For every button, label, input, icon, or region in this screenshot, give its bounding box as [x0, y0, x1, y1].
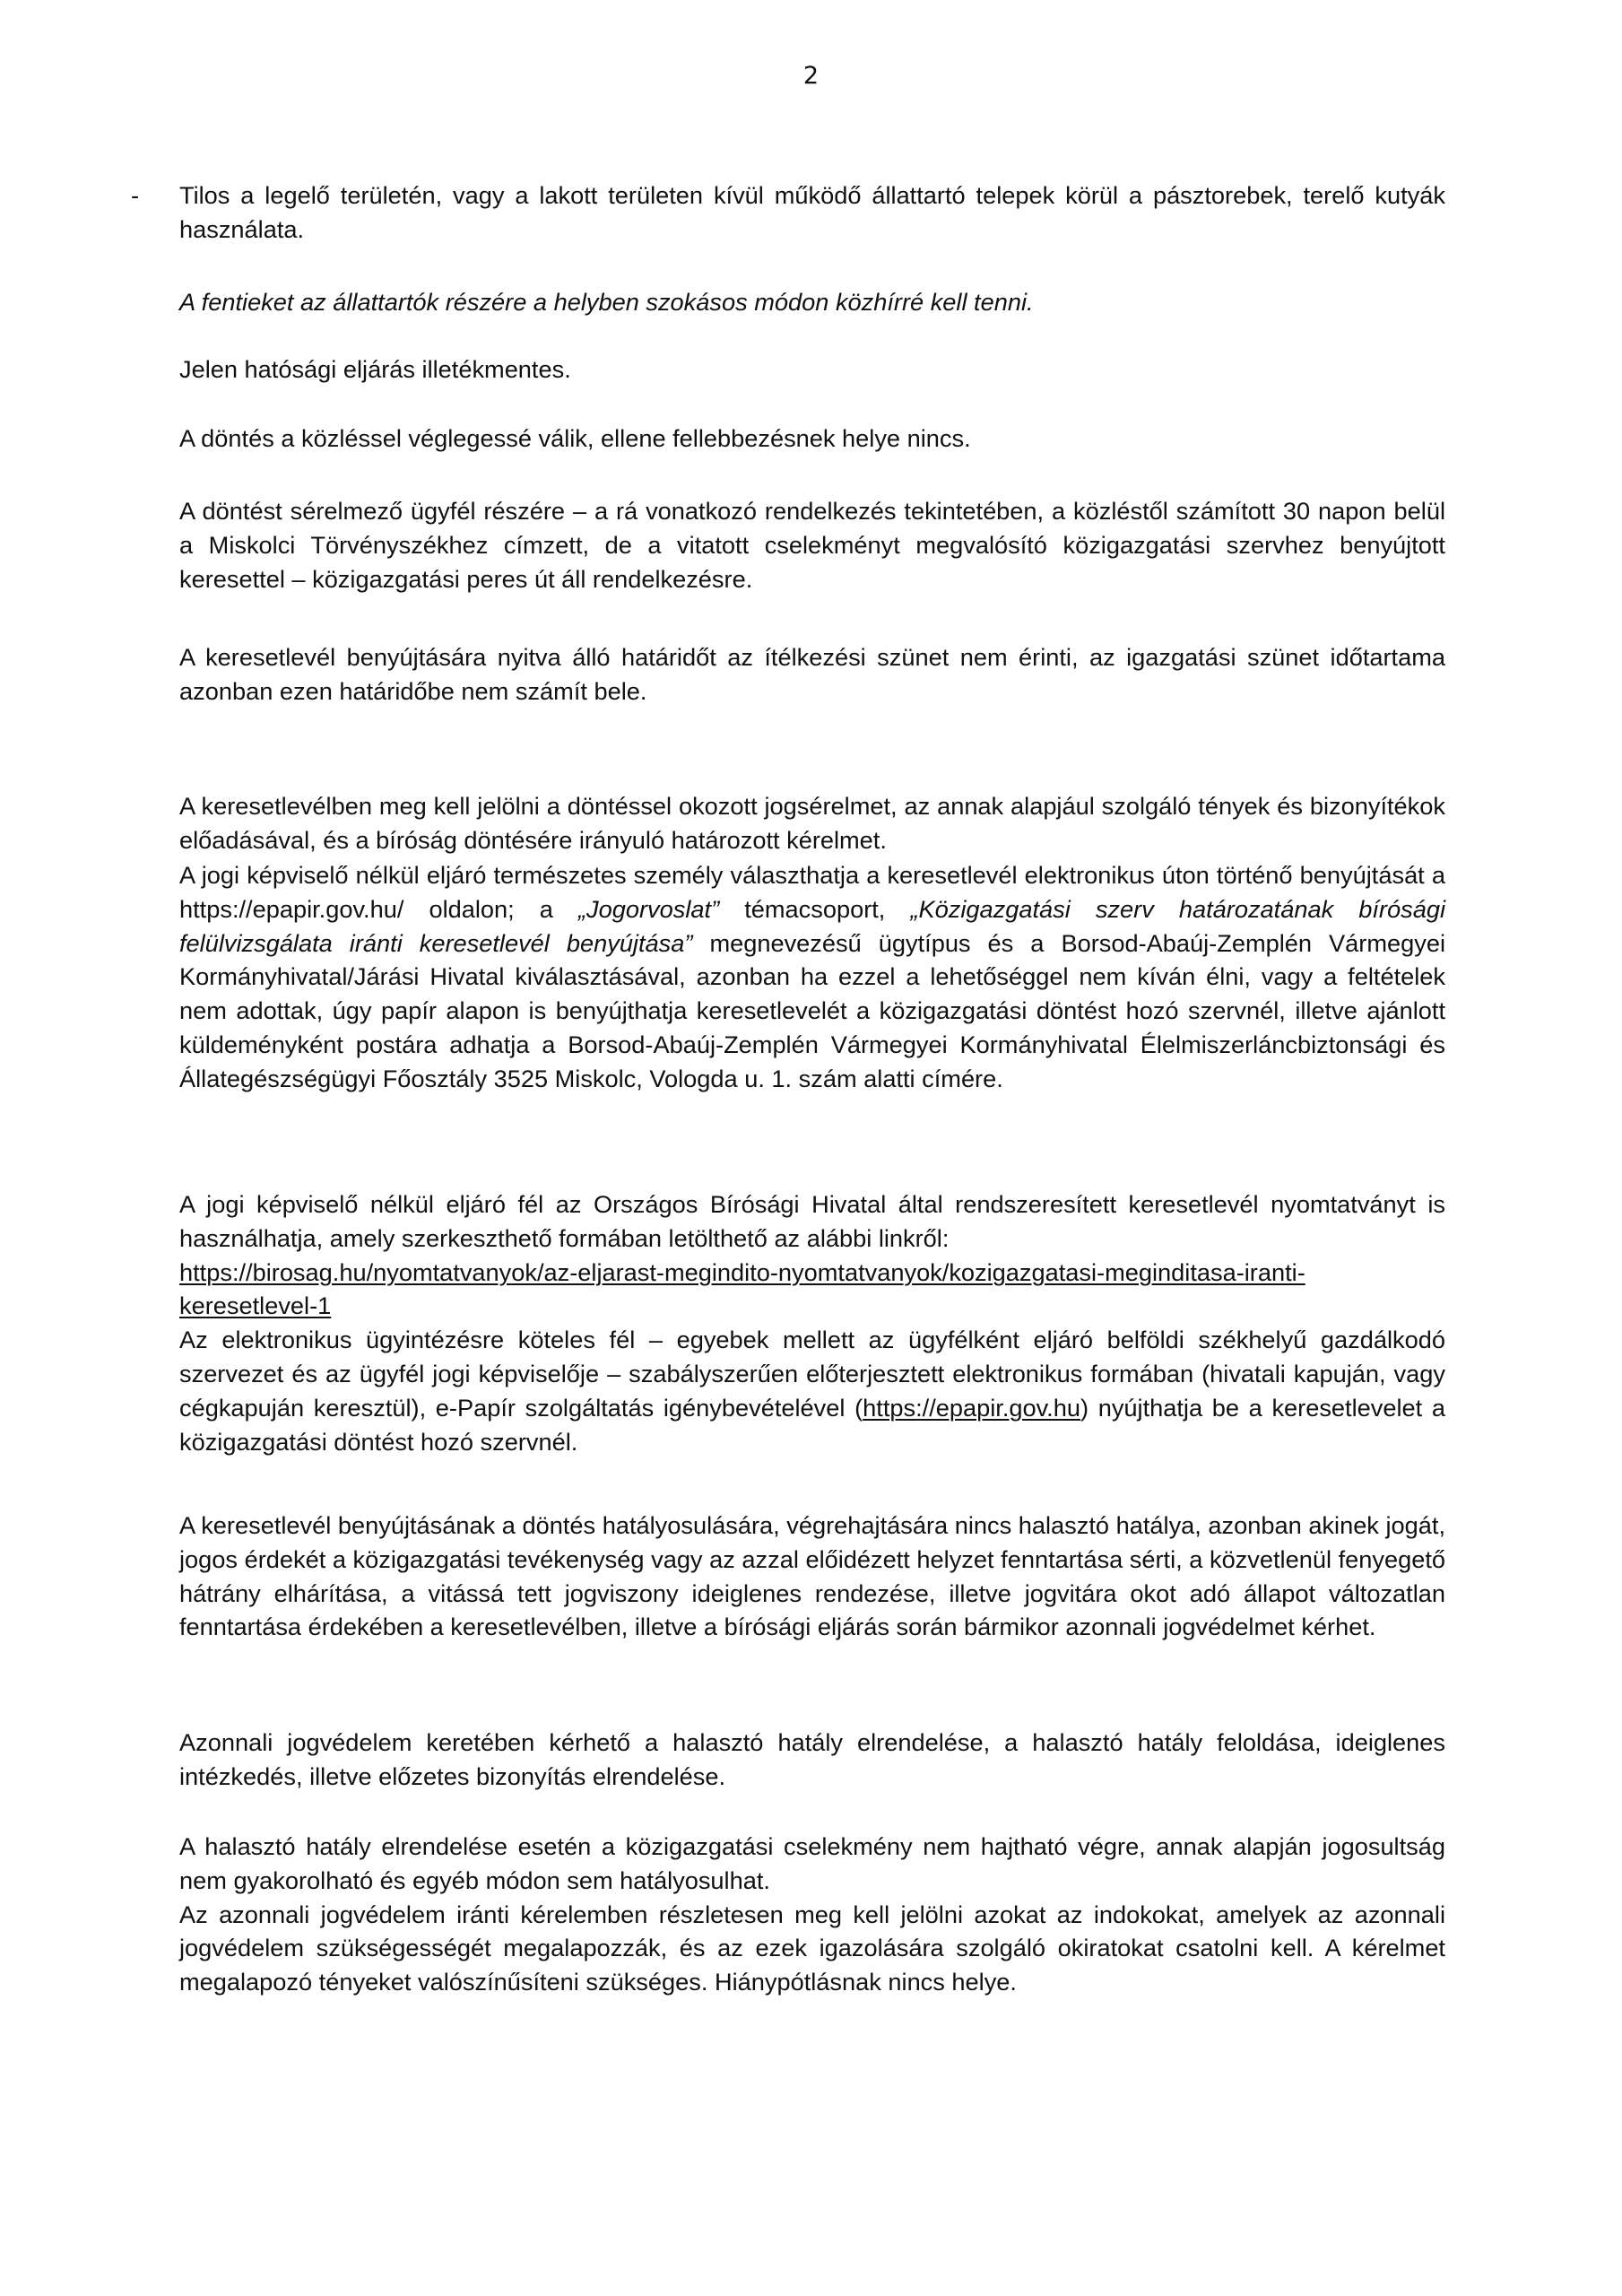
electronic-submission-rest: ) nyújthatja be a keresetlevelet a közigazgatási döntést hozó szervnél. [179, 1393, 1445, 1456]
birosag-form-link-continuation[interactable]: keresetlevel-1 [179, 1292, 332, 1320]
bullet-item-text: Tilos a legelő területén, vagy a lakott területen kívül működő állattartó telepek körül a pásztorebek, terelő kutyák használata. [179, 181, 1445, 243]
fee-notice: Jelen hatósági eljárás illetékmentes. [179, 355, 571, 383]
claim-requirements-paragraph: A keresetlevélben meg kell jelölni a döntéssel okozott jogsérelmet, az annak alapjául szolgáló tények és bizonyítékok előadásával, és a bíróság döntésére irányuló határozott kérelmet. [179, 792, 1445, 854]
epapir-text-3: megnevezésű ügytípus és a Borsod-Abaúj-Zemplén Vármegyei Kormányhivatal/Járási Hivatal kiválasztásával, azonban ha ezzel a lehetőséggel nem kíván élni, vagy a feltételek nem adottak, úgy papír alapon is benyújthatja keresetlevelét a közigazgatási döntést hozó szervnél, illetve ajánlott küldeményként postára adhatja a Borsod-Abaúj-Zemplén Vármegyei Kormányhivatal Élelmiszerláncbiztonsági és Állategészségügyi Főosztály 3525 Miskolc, Vologda u. 1. szám alatti címére. [179, 928, 1445, 1092]
epapir-text-1: A jogi képviselő nélkül eljáró természetes személy választhatja a keresetlevél elektronikus úton történő benyújtását a https://epapir.gov.hu/ oldalon; a [179, 861, 1445, 923]
suspension-effect-paragraph [179, 1830, 1445, 1999]
epapir-text-2: témacsoport, [719, 894, 911, 923]
publication-notice: A fentieket az állattartók részére a helyben szokásos módon közhírré kell tenni. [179, 288, 1034, 316]
interim-relief-paragraph: Azonnali jogvédelem keretében kérhető a halasztó hatály elrendelése, a halasztó hatály feloldása, ideiglenes intézkedés, illetve előzetes bizonyítás elrendelése. [179, 1728, 1445, 1790]
finality-notice: A döntés a közléssel véglegessé válik, ellene fellebbezésnek helye nincs. [179, 424, 971, 452]
epapir-submission-paragraph [179, 858, 1445, 1096]
case-type-name: „Közigazgatási szerv határozatának bírósági felülvizsgálata iránti keresetlevél benyújtása” [179, 894, 1445, 957]
epapir-link[interactable]: https://epapir.gov.hu [863, 1393, 1080, 1422]
electronic-obligation-text: Az elektronikus ügyintézésre köteles fél – egyebek mellett az ügyfélként eljáró belföldi székhelyű gazdálkodó szervezet és az ügyfél jogi képviselője – szabályszerűen előterjesztett elektronikus formában (hivatali kapuján, vagy cégkapuján keresztül), e-Papír szolgáltatás igénybevételével [179, 1326, 1445, 1422]
relief-request-text: Az azonnali jogvédelem iránti kérelemben részletesen meg kell jelölni azokat az indokokat, amelyek az azonnali jogvédelem szükségességét megalapozzák, és az ezek igazolására szolgáló okiratokat csatolni kell. A kérelmet megalapozó tényeket valószínűsíteni szükséges. Hiánypótlásnak nincs helye. [179, 1900, 1445, 1996]
form-download-paragraph [179, 1187, 1445, 1458]
open-paren: ( [854, 1393, 863, 1422]
suspensive-effect-paragraph: A keresetlevél benyújtásának a döntés hatályosulására, végrehajtására nincs halasztó hatálya, azonban akinek jogát, jogos érdekét a közigazgatási tevékenység vagy az azzal előidézett helyzet fenntartása sérti, a közvetlenül fenyegető hátrány elhárítása, a vitássá tett jogviszony ideiglenes rendezése, illetve jogvitára okot adó állapot változatlan fenntartása érdekében a keresetlevélben, illetve a bírósági eljárás során bármikor azonnali jogvédelmet kérhet. [179, 1511, 1445, 1641]
suspension-effect-text: A halasztó hatály elrendelése esetén a közigazgatási cselekmény nem hajtható végre, annak alapján jogosultság nem gyakorolható és egyéb módon sem hatályosulhat. [179, 1832, 1445, 1894]
topic-group-name: „Jogorvoslat” [577, 894, 720, 923]
page-number: 2 [802, 62, 820, 90]
bullet-marker: - [131, 181, 140, 209]
form-download-text: A jogi képviselő nélkül eljáró fél az Országos Bírósági Hivatal által rendszeresített keresetlevél nyomtatványt is használhatja, amely szerkeszthető formában letölthető az alábbi linkről: [179, 1190, 1445, 1252]
remedy-paragraph: A döntést sérelmező ügyfél részére – a rá vonatkozó rendelkezés tekintetében, a közléstől számított 30 napon belül a Miskolci Törvényszékhez címzett, de a vitatott cselekményt megvalósító közigazgatási szervhez benyújtott keresettel – közigazgatási peres út áll rendelkezésre. [179, 497, 1445, 593]
deadline-paragraph: A keresetlevél benyújtására nyitva álló határidőt az ítélkezési szünet nem érinti, az igazgatási szünet időtartama azonban ezen határidőbe nem számít bele. [179, 643, 1445, 705]
birosag-form-link[interactable]: https://birosag.hu/nyomtatvanyok/az-eljarast-megindito-nyomtatvanyok/kozigazgatasi-meginditasa-iranti- [179, 1257, 1305, 1286]
